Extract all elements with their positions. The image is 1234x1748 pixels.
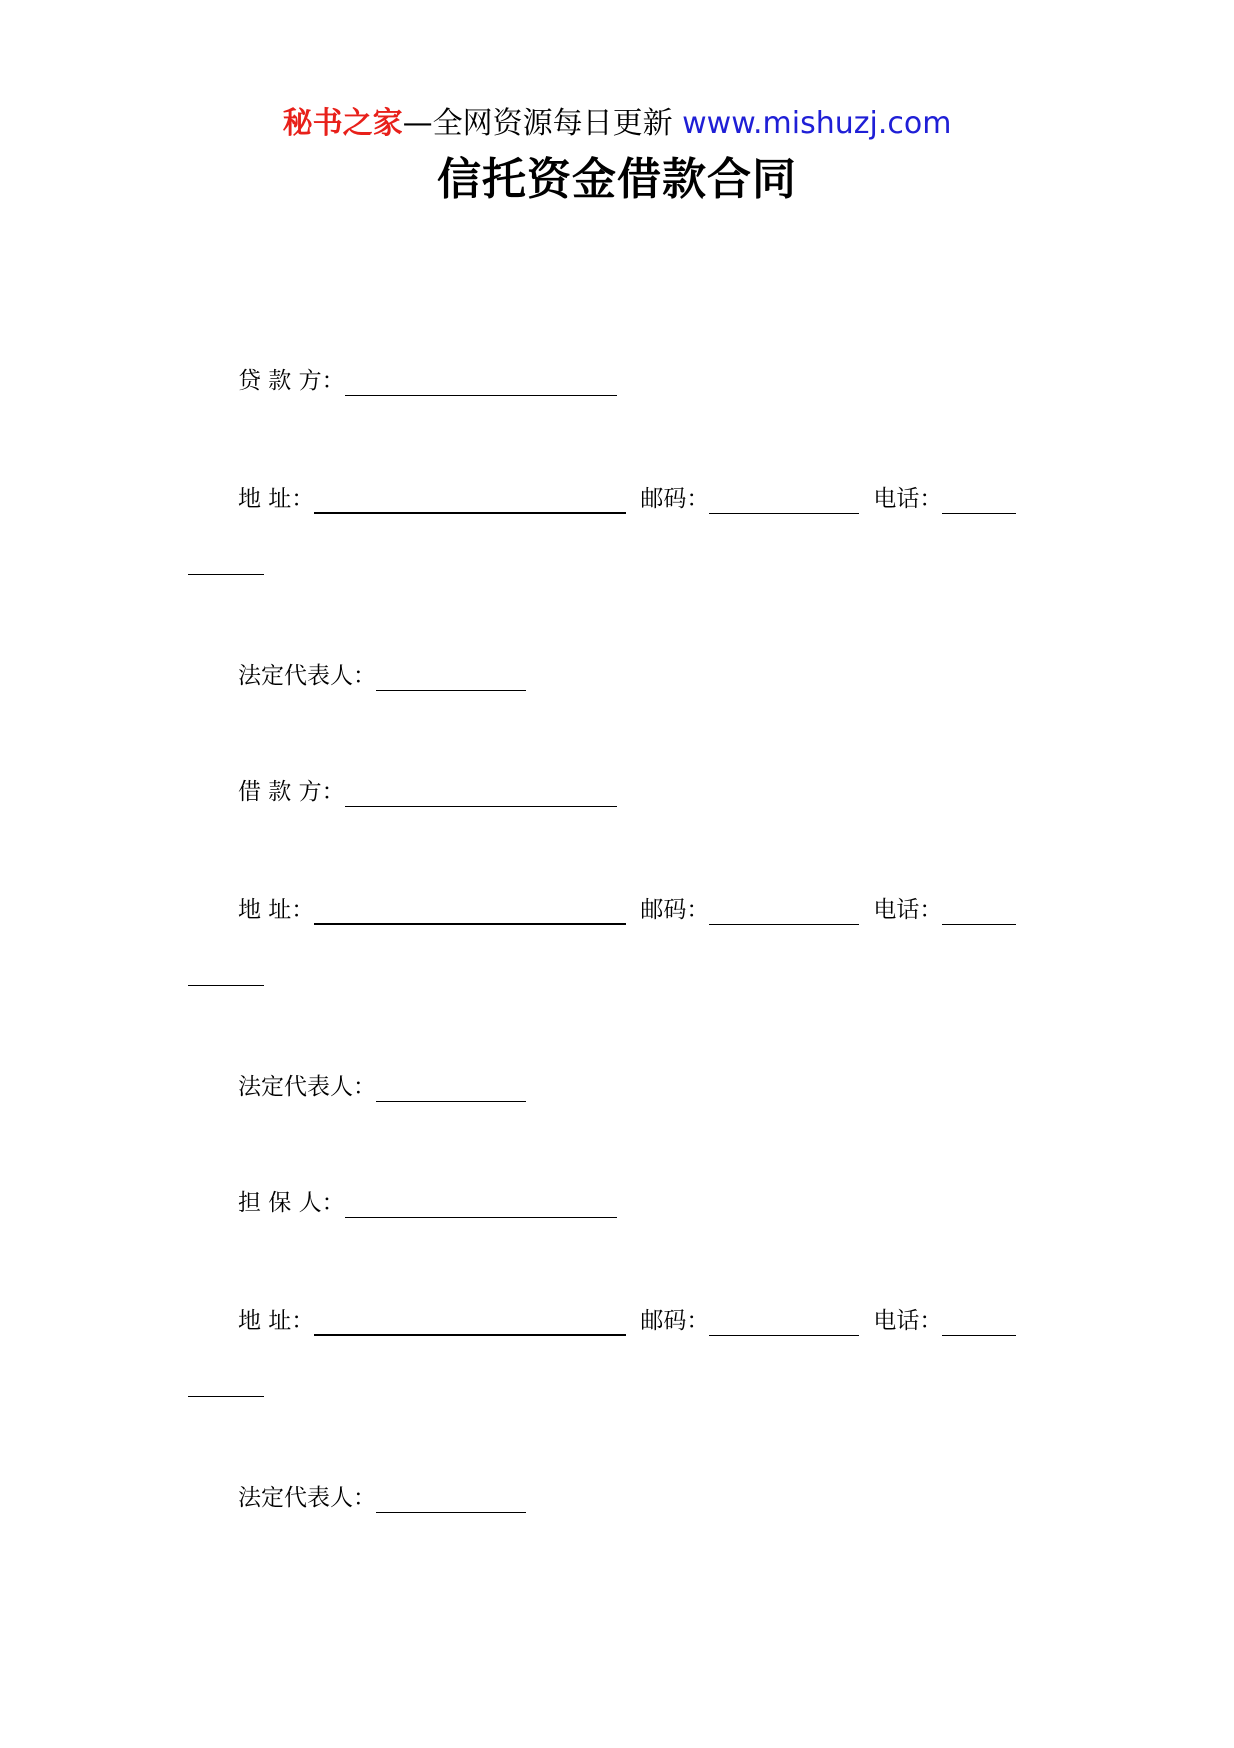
guarantor-address-label: 地 址： — [238, 1308, 315, 1334]
guarantor-phone-blank-continued[interactable] — [188, 1395, 264, 1397]
lender-address-line — [238, 484, 1016, 514]
borrower-address-line — [238, 895, 1016, 925]
lender-phone-blank[interactable] — [942, 489, 1016, 514]
borrower-phone-blank-continued[interactable] — [188, 984, 264, 986]
borrower-phone-label: 电话： — [873, 897, 943, 923]
guarantor-address-blank[interactable] — [314, 1310, 626, 1336]
lender-address-label: 地 址： — [238, 486, 315, 512]
borrower-label: 借 款 方： — [238, 779, 345, 805]
guarantor-phone-blank[interactable] — [942, 1311, 1016, 1336]
lender-rep-line — [238, 661, 526, 691]
guarantor-postcode-blank[interactable] — [709, 1311, 859, 1336]
borrower-name-line — [238, 777, 617, 807]
guarantor-name-blank[interactable] — [345, 1193, 617, 1218]
borrower-name-blank[interactable] — [345, 782, 617, 807]
borrower-rep-blank[interactable] — [376, 1077, 526, 1102]
lender-rep-blank[interactable] — [376, 666, 526, 691]
borrower-rep-line — [238, 1072, 526, 1102]
lender-label: 贷 款 方： — [238, 368, 345, 394]
site-url-link[interactable]: www.mishuzj.com — [682, 106, 952, 141]
borrower-postcode-label: 邮码： — [640, 897, 710, 923]
guarantor-address-line — [238, 1306, 1016, 1336]
borrower-address-label: 地 址： — [238, 897, 315, 923]
guarantor-rep-label: 法定代表人： — [238, 1485, 376, 1511]
borrower-postcode-blank[interactable] — [709, 900, 859, 925]
guarantor-postcode-label: 邮码： — [640, 1308, 710, 1334]
lender-postcode-blank[interactable] — [709, 489, 859, 514]
lender-name-line — [238, 366, 617, 396]
guarantor-name-line — [238, 1188, 617, 1218]
guarantor-rep-blank[interactable] — [376, 1488, 526, 1513]
lender-postcode-label: 邮码： — [640, 486, 710, 512]
borrower-address-blank[interactable] — [314, 899, 626, 925]
guarantor-phone-label: 电话： — [873, 1308, 943, 1334]
document-title: 信托资金借款合同 — [437, 154, 797, 205]
borrower-phone-blank[interactable] — [942, 900, 1016, 925]
lender-phone-label: 电话： — [873, 486, 943, 512]
site-header — [0, 104, 1234, 144]
lender-address-blank[interactable] — [314, 488, 626, 514]
brand-name: 秘书之家 — [282, 106, 403, 141]
borrower-rep-label: 法定代表人： — [238, 1074, 376, 1100]
lender-name-blank[interactable] — [345, 371, 617, 396]
guarantor-rep-line — [238, 1483, 526, 1513]
guarantor-label: 担 保 人： — [238, 1190, 345, 1216]
header-slogan: —全网资源每日更新 — [402, 106, 673, 141]
lender-phone-blank-continued[interactable] — [188, 573, 264, 575]
lender-rep-label: 法定代表人： — [238, 663, 376, 689]
